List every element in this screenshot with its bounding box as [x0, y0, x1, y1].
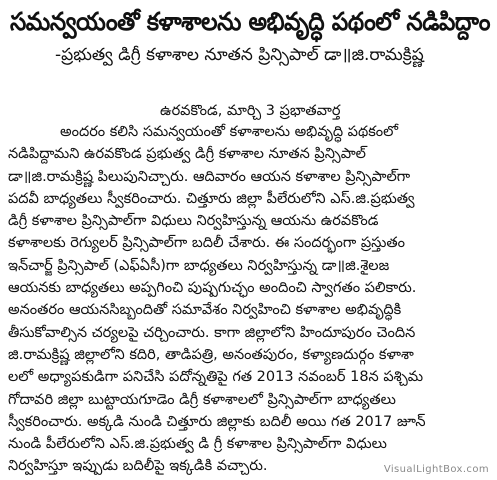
body-line: స్వీకరించారు. అక్కడి నుండి చిత్తూరు జిల్లాకు బదిలీ అయి గత 2017 జూన్	[8, 413, 426, 430]
body-line: డా॥జి.రామక్రిష్ణ పిలుపునిచ్చారు. ఆదివారం ఆయన కళాశాల ప్రిన్సిపాల్‌గా	[8, 168, 411, 185]
body-line: కళాశాలకు రెగ్యులర్ ప్రిన్సిపాల్‌గా బదిలీ చేశారు. ఈ సందర్భంగా ప్రస్తుతం	[8, 235, 405, 252]
body-line: లలో అధ్యాపకుడిగా పనిచేసి పదోన్నతిపై గత 2013 నవంబర్ 18న పశ్చిమ	[8, 369, 424, 386]
body-line: గోదావరి జిల్లా బుట్టాయగూడెం డిగ్రీ కళాశాలలో ప్రిన్సిపాల్‌గా బాధ్యతలు	[8, 391, 396, 408]
body-line: నడిపిద్దామని ఉరవకొండ ప్రభుత్వ డిగ్రీ కళాశాల నూతన ప్రిన్సిపాల్	[8, 146, 366, 163]
dateline: ఉరవకొండ, మార్చి 3 ప్రభాతవార్త	[160, 103, 341, 119]
body-line: జి.రామక్రిష్ణ జిల్లాలోని కదిరి, తాడిపత్రి, అనంతపురం, కళ్యాణదుర్గం కళాశా	[8, 346, 414, 363]
body-line: తీసుకోవాల్సిన చర్యలపై చర్చించారు. కాగా జిల్లాలోని హిందూపురం చెందిన	[8, 324, 416, 341]
body-line: ఆయనకు బాధ్యతలు అప్పగించి పుష్పగుచ్ఛం అందించి స్వాగతం పలికారు.	[8, 280, 417, 297]
headline: సమన్వయంతో కళాశాలను అభివృద్ధి పథంలో నడిపిద్దాం	[10, 7, 491, 36]
body-line: ఇన్‌చార్జ్ ప్రిన్సిపాల్ (ఎఫ్ఏసీ)గా బాధ్యతలు నిర్వహిస్తున్న డా॥జి.శైలజ	[8, 257, 390, 274]
body-line: నిర్వహిస్తూ ఇప్పుడు బదిలీపై ఇక్కడికి వచ్చారు.	[8, 458, 268, 475]
watermark-text: VisualLightBox.com	[383, 464, 489, 475]
subheadline	[55, 44, 495, 67]
article-body	[8, 121, 495, 478]
subheadline-line-1: -ప్రభుత్వ డిగ్రీ కళాశాల నూతన ప్రిన్సిపాల్ డా॥జి.రామక్రిష్ణ	[55, 45, 424, 65]
body-line: అందరం కలిసి సమన్వయంతో కళాశాలను అభివృద్ధి పథకంలో	[60, 124, 399, 140]
body-line: నుండి పీలేరులోని ఎస్.జి.ప్రభుత్వ డి గ్రీ కళాశాల ప్రిన్సిపాల్‌గా విధులు	[8, 436, 387, 453]
body-line: డిగ్రీ కళాశాల ప్రిన్సిపాల్‌గా విధులు నిర్వహిస్తున్న ఆయను ఉరవకొండ	[8, 213, 379, 230]
body-line: పదవీ బాధ్యతలు స్వీకరించారు. చిత్తూరు జిల్లా పీలేరులోని ఎస్.జి.ప్రభుత్వ	[8, 190, 415, 207]
body-line: అనంతరం ఆయనసిబ్బందితో సమావేశం నిర్వహించి కళాశాల అభివృద్ధికి	[8, 302, 402, 319]
